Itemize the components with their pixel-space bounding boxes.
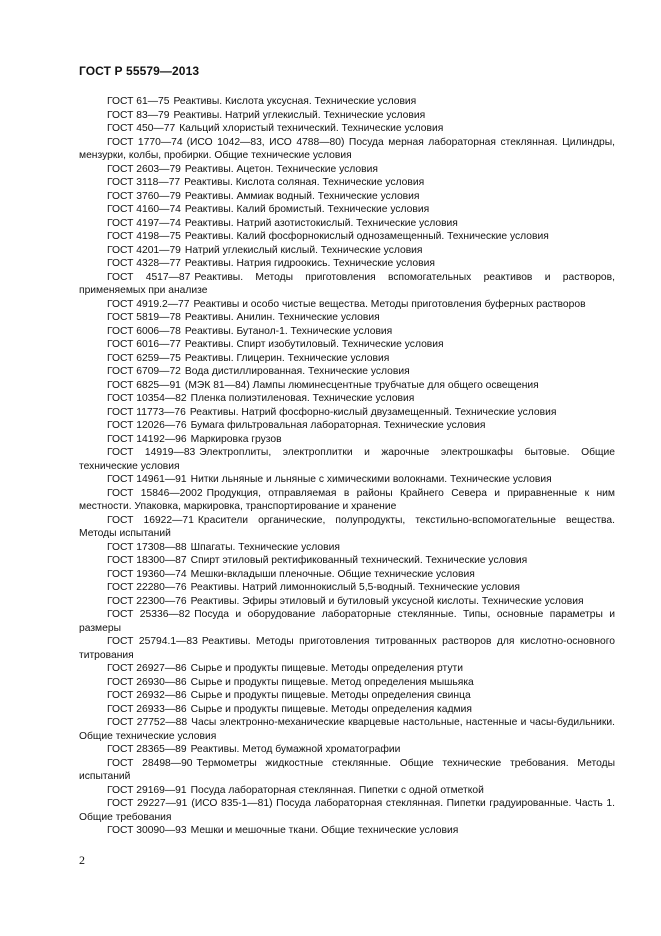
reference-title: Реактивы. Натрий углекислый. Технические условия <box>173 109 426 121</box>
reference-title: Реактивы. Спирт изобутиловый. Технические условия <box>184 339 444 350</box>
reference-code: ГОСТ 4197—74 <box>107 217 181 229</box>
reference-code: ГОСТ 4517—87 <box>107 271 191 283</box>
normative-references-list <box>79 95 615 838</box>
reference-code: ГОСТ 22300—76 <box>107 595 187 607</box>
reference-entry <box>79 338 615 352</box>
reference-entry <box>79 95 615 109</box>
reference-title: Реактивы. Кислота уксусная. Технические условия <box>173 96 417 107</box>
reference-title: Реактивы. Методы приготовления вспомогательных реактивов и растворов, применяемых при анализе <box>79 271 615 296</box>
reference-code: ГОСТ 29169—91 <box>107 784 187 796</box>
reference-title: Посуда и оборудование лабораторные стеклянные. Типы, основные параметры и размеры <box>79 609 616 634</box>
reference-title: Нитки льняные и льняные с химическими волокнами. Технические условия <box>190 474 552 485</box>
reference-code: ГОСТ 10354—82 <box>107 393 187 404</box>
reference-entry <box>79 257 615 271</box>
reference-code: ГОСТ 4328—77 <box>107 258 181 269</box>
reference-entry <box>79 743 615 757</box>
reference-code: ГОСТ 3760—79 <box>107 190 181 202</box>
reference-title: Кальций хлористый технический. Технические условия <box>179 123 444 134</box>
reference-title: Бумага фильтровальная лабораторная. Технические условия <box>190 420 486 431</box>
reference-title: (ИСО 1042—83, ИСО 4788—80) Посуда мерная лабораторная стеклянная. Цилиндры, мензурки, колбы, пробирки. Общие технические условия <box>79 136 615 161</box>
reference-entry <box>79 554 615 568</box>
reference-entry <box>79 109 615 123</box>
reference-entry <box>79 352 615 366</box>
reference-title: Реактивы. Калий фосфорнокислый однозамещенный. Технические условия <box>184 231 549 242</box>
reference-entry <box>79 271 615 298</box>
reference-code: ГОСТ 26927—86 <box>107 663 187 674</box>
reference-entry <box>79 230 615 244</box>
reference-code: ГОСТ 450—77 <box>107 123 176 134</box>
reference-code: ГОСТ 3118—77 <box>107 177 181 188</box>
reference-entry <box>79 311 615 325</box>
reference-code: ГОСТ 14919—83 <box>107 447 196 458</box>
reference-title: Реактивы. Анилин. Технические условия <box>184 312 380 323</box>
reference-title: Красители органические, полупродукты, текстильно-вспомогательные вещества. Методы испытаний <box>79 514 616 539</box>
reference-code: ГОСТ 26930—86 <box>107 676 187 688</box>
reference-entry <box>79 298 615 312</box>
reference-entry <box>79 784 615 798</box>
reference-title: Мешки и мешочные ткани. Общие технические условия <box>190 825 459 836</box>
reference-entry <box>79 581 615 595</box>
reference-code: ГОСТ 16922—71 <box>107 514 194 526</box>
reference-title: Продукция, отправляемая в районы Крайнего Севера и приравненные к ним местности. Упаковка, маркировка, транспортирование и хранение <box>79 487 615 512</box>
reference-code: ГОСТ 29227—91 <box>107 798 188 809</box>
reference-code: ГОСТ 30090—93 <box>107 825 187 836</box>
reference-entry <box>79 163 615 177</box>
reference-title: Электроплиты, электроплитки и жарочные электрошкафы бытовые. Общие технические условия <box>79 447 616 472</box>
reference-title: Часы электронно-механические кварцевые настольные, настенные и часы-будильники. Общие технические условия <box>79 717 616 742</box>
reference-code: ГОСТ 2603—79 <box>107 163 181 175</box>
reference-code: ГОСТ 1770—74 <box>107 136 183 148</box>
reference-title: Мешки-вкладыши пленочные. Общие технические условия <box>190 568 475 580</box>
reference-title: Реактивы. Ацетон. Технические условия <box>184 163 378 175</box>
reference-entry <box>79 635 615 662</box>
reference-title: Спирт этиловый ректификованный технический. Технические условия <box>190 555 528 566</box>
reference-title: Реактивы. Натрий фосфорно-кислый двузамещенный. Технические условия <box>189 406 557 418</box>
reference-code: ГОСТ 12026—76 <box>107 420 187 431</box>
reference-code: ГОСТ 17308—88 <box>107 541 187 553</box>
reference-entry <box>79 514 615 541</box>
reference-code: ГОСТ 4919.2—77 <box>107 298 190 310</box>
reference-title: Реактивы. Калий бромистый. Технические условия <box>184 204 430 215</box>
reference-code: ГОСТ 4160—74 <box>107 204 181 215</box>
reference-entry <box>79 244 615 258</box>
reference-code: ГОСТ 14192—96 <box>107 433 187 445</box>
reference-code: ГОСТ 28498—90 <box>107 757 193 769</box>
reference-entry <box>79 392 615 406</box>
reference-title: (ИСО 835-1—81) Посуда лабораторная стеклянная. Пипетки градуированные. Часть 1. Общие требования <box>79 798 615 823</box>
reference-code: ГОСТ 15846—2002 <box>107 487 203 499</box>
reference-title: Реактивы. Глицерин. Технические условия <box>184 352 390 364</box>
reference-entry <box>79 122 615 136</box>
reference-title: Реактивы. Натрий азотистокислый. Технические условия <box>184 217 458 229</box>
reference-code: ГОСТ 22280—76 <box>107 582 187 593</box>
reference-title: Сырье и продукты пищевые. Методы определения кадмия <box>190 703 472 715</box>
reference-code: ГОСТ 6709—72 <box>107 366 181 377</box>
reference-entry <box>79 676 615 690</box>
reference-entry <box>79 365 615 379</box>
reference-entry <box>79 797 615 824</box>
reference-entry <box>79 703 615 717</box>
reference-title: Реактивы. Метод бумажной хроматографии <box>190 744 401 755</box>
reference-code: ГОСТ 4201—79 <box>107 244 181 256</box>
reference-code: ГОСТ 26933—86 <box>107 703 187 715</box>
reference-entry <box>79 757 615 784</box>
reference-title: Реактивы. Натрий лимоннокислый 5,5-водный. Технические условия <box>190 582 520 593</box>
reference-title: Реактивы. Кислота соляная. Технические условия <box>184 177 425 188</box>
reference-entry <box>79 325 615 339</box>
reference-code: ГОСТ 6825—91 <box>107 379 181 391</box>
reference-entry <box>79 190 615 204</box>
reference-entry <box>79 203 615 217</box>
reference-code: ГОСТ 83—79 <box>107 109 170 121</box>
reference-title: Вода дистиллированная. Технические условия <box>184 366 410 377</box>
reference-entry <box>79 689 615 703</box>
reference-title: (МЭК 81—84) Лампы люминесцентные трубчатые для общего освещения <box>184 379 539 391</box>
reference-title: Термометры жидкостные стеклянные. Общие технические требования. Методы испытаний <box>79 757 615 782</box>
reference-title: Сырье и продукты пищевые. Методы определения свинца <box>190 690 471 701</box>
reference-title: Пленка полиэтиленовая. Технические условия <box>190 393 415 404</box>
reference-code: ГОСТ 27752—88 <box>107 717 188 728</box>
reference-code: ГОСТ 6259—75 <box>107 352 181 364</box>
page-header: ГОСТ Р 55579—2013 <box>79 64 200 78</box>
reference-title: Сырье и продукты пищевые. Методы определения ртути <box>190 663 463 674</box>
reference-code: ГОСТ 25336—82 <box>107 609 191 620</box>
reference-code: ГОСТ 25794.1—83 <box>107 636 198 647</box>
reference-title: Посуда лабораторная стеклянная. Пипетки с одной отметкой <box>190 784 484 796</box>
reference-title: Реактивы и особо чистые вещества. Методы приготовления буферных растворов <box>193 298 586 310</box>
reference-code: ГОСТ 14961—91 <box>107 474 187 485</box>
reference-entry <box>79 176 615 190</box>
reference-entry <box>79 487 615 514</box>
reference-entry <box>79 568 615 582</box>
reference-entry <box>79 716 615 743</box>
reference-title: Реактивы. Аммиак водный. Технические условия <box>184 190 420 202</box>
reference-entry <box>79 824 615 838</box>
reference-entry <box>79 446 615 473</box>
reference-title: Сырье и продукты пищевые. Метод определения мышьяка <box>190 676 474 688</box>
reference-code: ГОСТ 19360—74 <box>107 568 187 580</box>
reference-entry <box>79 473 615 487</box>
reference-entry <box>79 608 615 635</box>
reference-title: Реактивы. Эфиры этиловый и бутиловый уксусной кислоты. Технические условия <box>190 595 584 607</box>
reference-entry <box>79 595 615 609</box>
reference-code: ГОСТ 26932—86 <box>107 690 187 701</box>
reference-entry <box>79 406 615 420</box>
reference-code: ГОСТ 28365—89 <box>107 744 187 755</box>
reference-entry <box>79 541 615 555</box>
reference-entry <box>79 662 615 676</box>
reference-code: ГОСТ 5819—78 <box>107 312 181 323</box>
reference-code: ГОСТ 6016—77 <box>107 339 181 350</box>
reference-entry <box>79 419 615 433</box>
reference-entry <box>79 379 615 393</box>
reference-title: Маркировка грузов <box>190 433 282 445</box>
reference-title: Натрий углекислый кислый. Технические условия <box>184 244 423 256</box>
reference-entry <box>79 217 615 231</box>
reference-title: Реактивы. Натрия гидроокись. Технические условия <box>184 258 435 269</box>
reference-code: ГОСТ 18300—87 <box>107 555 187 566</box>
reference-entry <box>79 433 615 447</box>
reference-title: Реактивы. Методы приготовления титрованных растворов для кислотно-основного титрования <box>79 636 616 661</box>
reference-code: ГОСТ 11773—76 <box>107 406 186 418</box>
page-number: 2 <box>79 853 85 867</box>
reference-code: ГОСТ 6006—78 <box>107 325 181 337</box>
reference-code: ГОСТ 61—75 <box>107 96 170 107</box>
reference-title: Реактивы. Бутанол-1. Технические условия <box>184 325 393 337</box>
reference-entry <box>79 136 615 163</box>
reference-title: Шпагаты. Технические условия <box>190 541 340 553</box>
reference-code: ГОСТ 4198—75 <box>107 231 181 242</box>
